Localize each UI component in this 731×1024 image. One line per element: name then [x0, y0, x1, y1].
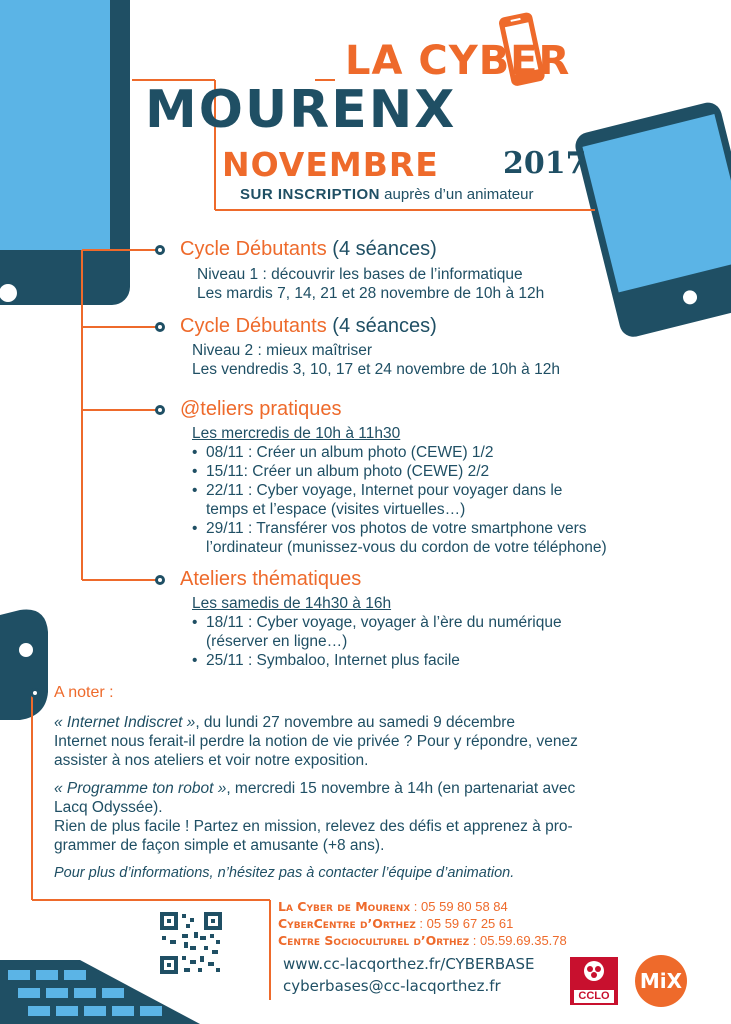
contact-name: CyberCentre d’Orthez — [278, 916, 416, 931]
list-item: • 08/11 : Créer un album photo (CEWE) 1/2 — [188, 443, 607, 462]
header-inscription — [240, 186, 533, 203]
inscription-rest: auprès d’un animateur — [380, 186, 534, 203]
note-text: Lacq Odyssée). — [54, 799, 163, 816]
note-text: grammer de façon simple et amusante (+8 ans). — [54, 837, 385, 854]
note-text: Internet nous ferait-il perdre la notion de vie privée ? Pour y répondre, venez — [54, 733, 578, 750]
header-city-title: MOURENX — [145, 80, 457, 140]
note-text: , du lundi 27 novembre au samedi 9 décembre — [195, 714, 515, 731]
list-item: • 18/11 : Cyber voyage, voyager à l’ère du numérique — [188, 613, 562, 632]
contact-cyber-mourenx — [278, 899, 508, 914]
note-paragraph-1 — [54, 713, 704, 770]
mix-logo-text: MiX — [639, 969, 683, 993]
cclo-logo — [570, 957, 618, 1005]
cclo-logo-mark — [570, 957, 618, 991]
section-subtitle: Les samedis de 14h30 à 16h — [192, 595, 392, 612]
header-month: NOVEMBRE — [222, 145, 439, 184]
notes-title: A noter : — [54, 684, 114, 701]
contact-cybercentre-orthez — [278, 916, 513, 931]
timeline-dot — [30, 688, 40, 698]
tablet-left-illustration — [0, 0, 130, 305]
list-item: • 15/11: Créer un album photo (CEWE) 2/2 — [188, 462, 607, 481]
note-text: Rien de plus facile ! Partez en mission, relevez des défis et apprenez à pro- — [54, 818, 573, 835]
contact-name: Centre Socioculturel d’Orthez — [278, 933, 470, 948]
header-year: 2017 — [503, 146, 587, 181]
list-item: • 25/11 : Symbaloo, Internet plus facile — [188, 651, 562, 670]
section-title-suffix: (4 séances) — [326, 315, 437, 337]
thematic-list — [188, 613, 562, 670]
section-title-suffix: (4 séances) — [326, 238, 437, 260]
note-event-title: « Programme ton robot » — [54, 780, 227, 797]
list-item: • 29/11 : Transférer vos photos de votre smartphone vers — [188, 519, 607, 538]
section-title-ateliers-pratiques: @teliers pratiques — [180, 398, 342, 420]
workshop-list — [188, 443, 607, 557]
section-title-cycle-2 — [180, 315, 437, 338]
list-item-continuation: (réserver en ligne…) — [206, 633, 348, 650]
mouse-illustration — [0, 609, 48, 720]
section-title-cycle-1 — [180, 238, 437, 261]
section-title-text: Cycle Débutants — [180, 315, 327, 337]
list-item: • 22/11 : Cyber voyage, Internet pour voyager dans le — [188, 481, 607, 500]
contact-name: La Cyber de Mourenx — [278, 899, 411, 914]
section-subtitle: Les mercredis de 10h à 11h30 — [192, 425, 401, 442]
section-line: Les vendredis 3, 10, 17 et 24 novembre de 10h à 12h — [192, 361, 560, 378]
contact-number: : 05 59 80 58 84 — [410, 899, 508, 914]
section-line: Les mardis 7, 14, 21 et 28 novembre de 10h à 12h — [197, 285, 545, 302]
qr-code-icon — [160, 912, 222, 974]
timeline-dot — [155, 575, 165, 585]
mix-logo — [635, 955, 687, 1007]
list-item-continuation: l’ordinateur (munissez-vous du cordon de votre téléphone) — [206, 539, 607, 556]
section-title-text: Cycle Débutants — [180, 238, 327, 260]
contact-centre-socioculturel — [278, 933, 567, 948]
note-text: , mercredi 15 novembre à 14h (en partenariat avec — [226, 780, 576, 797]
tablet-right-illustration — [572, 100, 731, 340]
timeline-dot — [155, 322, 165, 332]
note-paragraph-3 — [54, 864, 704, 883]
website-link[interactable]: www.cc-lacqorthez.fr/CYBERBASE — [283, 955, 535, 973]
note-paragraph-2 — [54, 779, 704, 855]
note-text: assister à nos ateliers et voir notre exposition. — [54, 752, 369, 769]
note-info: Pour plus d’informations, n’hésitez pas à contacter l’équipe d’animation. — [54, 865, 515, 881]
header-cyber-title: LA CYBER — [345, 38, 571, 84]
section-line: Niveau 1 : découvrir les bases de l’informatique — [197, 266, 523, 283]
timeline-dot — [155, 405, 165, 415]
email-link[interactable]: cyberbases@cc-lacqorthez.fr — [283, 977, 501, 995]
note-event-title: « Internet Indiscret » — [54, 714, 196, 731]
list-item-continuation: temps et l’espace (visites virtuelles…) — [206, 501, 466, 518]
inscription-bold: SUR INSCRIPTION — [240, 186, 381, 203]
contact-number: : 05 59 67 25 61 — [415, 916, 514, 931]
contact-number: : 05.59.69.35.78 — [469, 933, 567, 948]
section-line: Niveau 2 : mieux maîtriser — [192, 342, 373, 359]
cclo-logo-text: CCLO — [574, 990, 614, 1003]
section-title-ateliers-thematiques: Ateliers thématiques — [180, 568, 362, 590]
timeline-dot — [155, 245, 165, 255]
